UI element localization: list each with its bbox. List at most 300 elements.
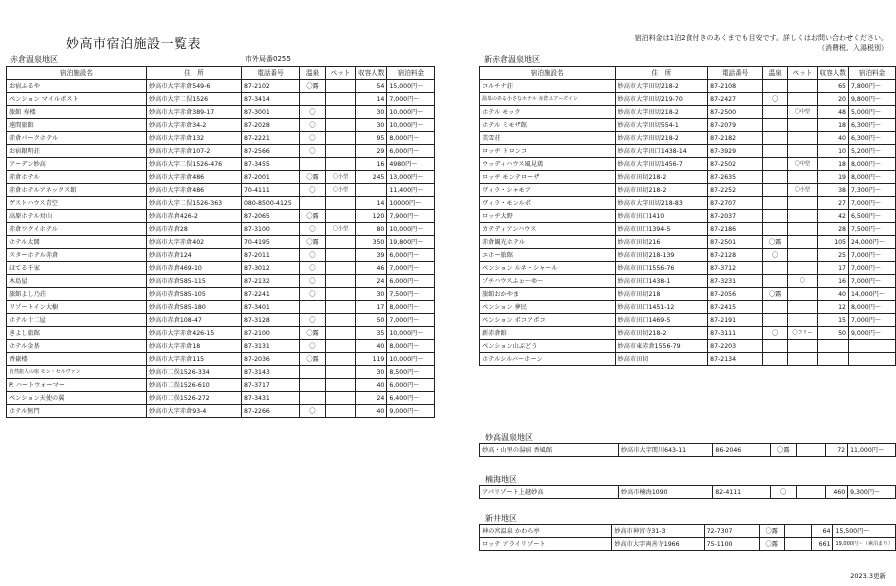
cell-tel: 87-2566 — [242, 145, 300, 158]
cell-cap: 27 — [817, 197, 848, 210]
cell-addr: 妙高市赤倉585-180 — [147, 301, 242, 314]
cell-onsen — [763, 184, 788, 197]
cell-onsen: 〇 — [300, 145, 326, 158]
cell-price: 7,000円～ — [849, 275, 896, 288]
cell-tel: 87-2191 — [708, 314, 763, 327]
cell-pet — [788, 353, 817, 366]
cell-onsen: 〇 — [300, 262, 326, 275]
cell-cap: 119 — [356, 353, 387, 366]
cell-price: 7,300円～ — [849, 184, 896, 197]
cell-cap: 64 — [812, 525, 833, 538]
cell-tel: 87-2415 — [708, 301, 763, 314]
cell-name: ホテルシルバーホーン — [480, 353, 616, 366]
cell-tel: 87-2182 — [708, 132, 763, 145]
cell-pet — [326, 353, 356, 366]
cell-tel: 86-2046 — [713, 444, 771, 457]
cell-tel: 87-3929 — [708, 145, 763, 158]
table-row — [7, 392, 435, 405]
cell-pet: 〇中型 — [788, 158, 817, 171]
cell-name: 木島屋 — [7, 275, 147, 288]
cell-onsen — [763, 275, 788, 288]
cell-name: 神の宮温泉 かわら亭 — [480, 525, 612, 538]
cell-onsen: 〇 — [300, 106, 326, 119]
cell-price: 8,500円～ — [387, 366, 435, 379]
cell-addr: 妙高市大字二俣1526 — [147, 93, 242, 106]
column-header-pet: ペット — [788, 67, 817, 80]
table-row — [7, 145, 435, 158]
cell-tel: 87-3131 — [242, 340, 300, 353]
cell-name: ロッテ アライリゾート — [480, 538, 612, 551]
update-date: 2023.3更新 — [850, 572, 886, 580]
table-row — [7, 314, 435, 327]
cell-addr: 妙高市大字二俣1526-363 — [147, 197, 242, 210]
cell-tel: 87-3128 — [242, 314, 300, 327]
cell-name: ペンション ルネ・シャール — [480, 262, 616, 275]
cell-onsen: 〇 — [300, 288, 326, 301]
cell-addr: 妙高市田切218-2 — [615, 171, 708, 184]
cell-name: 旅館おかやま — [480, 288, 616, 301]
cell-addr: 妙高市大字赤倉18 — [147, 340, 242, 353]
cell-onsen: 〇 — [770, 486, 796, 499]
column-header-cap: 収容人数 — [817, 67, 848, 80]
cell-name: ほてる千家 — [7, 262, 147, 275]
cell-price: 8,000円～ — [387, 340, 435, 353]
column-header-tel: 電話番号 — [708, 67, 763, 80]
cell-onsen: 〇露 — [300, 210, 326, 223]
cell-onsen: 〇 — [300, 340, 326, 353]
cell-name: 赤倉ホテルアネックス館 — [7, 184, 147, 197]
cell-cap: 16 — [817, 275, 848, 288]
cell-pet — [326, 392, 356, 405]
column-header-tel: 電話番号 — [242, 67, 300, 80]
cell-addr: 妙高市赤倉585-105 — [147, 288, 242, 301]
cell-tel: 87-3143 — [242, 366, 300, 379]
cell-onsen — [763, 210, 788, 223]
cell-cap: 38 — [817, 184, 848, 197]
cell-tel: 87-2252 — [708, 184, 763, 197]
cell-addr: 妙高市大字両善寺1966 — [612, 538, 704, 551]
column-header-cap: 収容人数 — [356, 67, 387, 80]
cell-pet — [326, 236, 356, 249]
cell-pet — [784, 525, 811, 538]
cell-pet — [326, 301, 356, 314]
table-row — [480, 444, 896, 457]
cell-price: 11,400円～ — [387, 184, 435, 197]
cell-onsen — [763, 197, 788, 210]
cell-addr: 妙高市田切218-139 — [615, 249, 708, 262]
table-row — [480, 93, 896, 106]
cell-cap: 65 — [817, 80, 848, 93]
cell-addr: 妙高市赤倉28 — [147, 223, 242, 236]
cell-pet — [788, 262, 817, 275]
cell-name: ヴィラ・モンルポ — [480, 197, 616, 210]
cell-pet — [326, 119, 356, 132]
section-label-arai: 新井地区 — [485, 514, 517, 523]
table-row — [7, 301, 435, 314]
table-header-row — [480, 67, 896, 80]
cell-onsen — [763, 80, 788, 93]
cell-price: 5,200円～ — [849, 145, 896, 158]
cell-pet — [788, 249, 817, 262]
table-row — [7, 249, 435, 262]
table-row — [7, 93, 435, 106]
cell-name: 美雪荘 — [480, 132, 616, 145]
table-row — [7, 262, 435, 275]
table-row — [480, 210, 896, 223]
cell-price: 8,000円～ — [387, 132, 435, 145]
cell-cap: 16 — [356, 158, 387, 171]
cell-name: ゲストハウス青空 — [7, 197, 147, 210]
cell-cap: 40 — [356, 340, 387, 353]
column-header-addr: 住 所 — [147, 67, 242, 80]
cell-price: 9,000円～ — [387, 405, 435, 418]
cell-name: 遠間旅館 — [7, 119, 147, 132]
cell-cap: 50 — [356, 314, 387, 327]
cell-tel: 87-2707 — [708, 197, 763, 210]
cell-pet — [788, 132, 817, 145]
table-row — [480, 171, 896, 184]
cell-tel: 87-2001 — [242, 171, 300, 184]
cell-name: ペンション ポコアポコ — [480, 314, 616, 327]
cell-onsen: 〇露 — [300, 80, 326, 93]
cell-pet — [784, 538, 811, 551]
cell-pet — [326, 379, 356, 392]
cell-pet — [788, 340, 817, 353]
cell-onsen: 〇 — [300, 132, 326, 145]
cell-pet: 〇小型 — [326, 184, 356, 197]
section-label-akakura: 赤倉温泉地区 — [10, 55, 58, 64]
cell-cap: 14 — [356, 197, 387, 210]
table-row — [7, 223, 435, 236]
cell-cap: 39 — [356, 249, 387, 262]
table-row — [7, 106, 435, 119]
cell-onsen — [300, 366, 326, 379]
cell-tel: 87-2037 — [708, 210, 763, 223]
cell-tel: 87-3717 — [242, 379, 300, 392]
cell-name: ペンション マイルポスト — [7, 93, 147, 106]
cell-addr: 妙高市大字田切218-2 — [615, 106, 708, 119]
cell-addr: 妙高市大字田口1438-14 — [615, 145, 708, 158]
cell-tel: 87-2221 — [242, 132, 300, 145]
myoko-table — [479, 443, 896, 457]
cell-pet — [788, 314, 817, 327]
cell-price: 6,000円～ — [387, 249, 435, 262]
cell-onsen — [300, 301, 326, 314]
cell-tel: 87-3231 — [708, 275, 763, 288]
cell-tel: 87-3431 — [242, 392, 300, 405]
cell-cap: 46 — [356, 262, 387, 275]
cell-name: ペンション山ぶどう — [480, 340, 616, 353]
cell-tel: 87-2036 — [242, 353, 300, 366]
cell-pet: 〇小型 — [788, 184, 817, 197]
cell-cap: 12 — [817, 301, 848, 314]
cell-name: ホテル無門 — [7, 405, 147, 418]
cell-pet — [788, 236, 817, 249]
cell-onsen: 〇 — [763, 327, 788, 340]
cell-pet — [326, 249, 356, 262]
cell-onsen — [763, 353, 788, 366]
section-label-myoko: 妙高温泉地区 — [485, 433, 533, 442]
table-row — [480, 80, 896, 93]
nanba-table — [479, 485, 896, 499]
cell-price: 8,000円～ — [849, 158, 896, 171]
table-row — [480, 132, 896, 145]
cell-cap: 105 — [817, 236, 848, 249]
table-row — [480, 119, 896, 132]
cell-cap: 28 — [817, 223, 848, 236]
cell-cap: 25 — [817, 249, 848, 262]
cell-cap: 20 — [817, 93, 848, 106]
cell-name: ペンション天使の翼 — [7, 392, 147, 405]
cell-pet — [788, 301, 817, 314]
cell-tel: 70-4111 — [242, 184, 300, 197]
table-row — [7, 353, 435, 366]
cell-name: 自然旅人の宿 モン・セルヴァン — [7, 366, 147, 379]
cell-addr: 妙高市田口1410 — [615, 210, 708, 223]
cell-pet — [788, 210, 817, 223]
cell-tel: 87-2266 — [242, 405, 300, 418]
cell-onsen — [300, 392, 326, 405]
cell-pet — [326, 145, 356, 158]
cell-name: P. ハートウォーマー — [7, 379, 147, 392]
cell-price: 8,000円～ — [849, 171, 896, 184]
cell-pet — [326, 366, 356, 379]
cell-addr: 妙高市大字関川643-11 — [618, 444, 713, 457]
cell-price: 15,500円～ — [833, 525, 896, 538]
cell-name: ホテル十二屋 — [7, 314, 147, 327]
cell-name: 妙高・山里の湯宿 香風館 — [480, 444, 619, 457]
cell-onsen: 〇 — [763, 93, 788, 106]
cell-name: 赤倉ホテル — [7, 171, 147, 184]
table-row — [480, 301, 896, 314]
column-header-onsen: 温泉 — [300, 67, 326, 80]
cell-cap: 460 — [826, 486, 848, 499]
cell-price: 10,000円～ — [387, 327, 435, 340]
cell-addr: 妙高市楠海1090 — [618, 486, 712, 499]
cell-pet — [326, 106, 356, 119]
column-header-addr: 住 所 — [615, 67, 708, 80]
cell-addr: 妙高市大字田切554-1 — [615, 119, 708, 132]
cell-pet: 〇中型 — [788, 106, 817, 119]
cell-cap: 30 — [356, 366, 387, 379]
cell-price: 10,000円～ — [387, 223, 435, 236]
cell-price: 15,000円～ — [387, 80, 435, 93]
cell-addr: 妙高市大字田切218-2 — [615, 132, 708, 145]
cell-onsen — [763, 158, 788, 171]
cell-cap: 17 — [356, 301, 387, 314]
cell-price: 19,800円～ — [387, 236, 435, 249]
cell-pet: 〇小型 — [326, 223, 356, 236]
cell-onsen: 〇 — [300, 119, 326, 132]
cell-addr: 妙高市赤倉585-115 — [147, 275, 242, 288]
cell-tel: 87-2100 — [242, 327, 300, 340]
cell-price: 6,000円～ — [387, 379, 435, 392]
cell-pet — [326, 93, 356, 106]
cell-name: リゾートイン大樹 — [7, 301, 147, 314]
cell-cap: 18 — [817, 119, 848, 132]
cell-addr: 妙高市田口1469-5 — [615, 314, 708, 327]
cell-tel: 75-1100 — [704, 538, 759, 551]
cell-price: 9,300円～ — [848, 486, 896, 499]
cell-cap: 40 — [817, 288, 848, 301]
cell-onsen: 〇 — [300, 249, 326, 262]
cell-tel: 87-2011 — [242, 249, 300, 262]
cell-name: ホテル金基 — [7, 340, 147, 353]
cell-tel: 87-3455 — [242, 158, 300, 171]
cell-tel: 87-2102 — [242, 80, 300, 93]
table-row — [480, 223, 896, 236]
cell-name: ロッヂ モンテローザ — [480, 171, 616, 184]
cell-addr: 妙高市田切 — [615, 353, 708, 366]
cell-onsen — [763, 223, 788, 236]
cell-pet — [788, 288, 817, 301]
cell-tel: 87-2241 — [242, 288, 300, 301]
cell-cap: 30 — [356, 106, 387, 119]
cell-cap — [817, 353, 848, 366]
cell-pet — [788, 145, 817, 158]
table-row — [7, 158, 435, 171]
cell-pet — [796, 486, 826, 499]
cell-tel: 82-4111 — [713, 486, 771, 499]
cell-price: 9,000円～ — [849, 327, 896, 340]
cell-onsen — [763, 119, 788, 132]
cell-price: 6,000円～ — [387, 275, 435, 288]
cell-onsen: 〇露 — [300, 327, 326, 340]
cell-price: 8,000円～ — [387, 301, 435, 314]
cell-pet — [326, 405, 356, 418]
cell-name: お宿銀明荘 — [7, 145, 147, 158]
cell-addr: 妙高市田口1556-76 — [615, 262, 708, 275]
table-row — [7, 119, 435, 132]
cell-cap — [356, 184, 387, 197]
cell-name: きよし旅館 — [7, 327, 147, 340]
cell-onsen — [763, 340, 788, 353]
cell-cap: 72 — [826, 444, 848, 457]
cell-tel: 080-8500-4125 — [242, 197, 300, 210]
cell-tel: 87-2427 — [708, 93, 763, 106]
cell-tel: 87-2028 — [242, 119, 300, 132]
cell-addr: 妙高市大字赤倉549-6 — [147, 80, 242, 93]
cell-name: ロッヂ トロンコ — [480, 145, 616, 158]
cell-price: 10,000円～ — [387, 353, 435, 366]
cell-pet — [326, 340, 356, 353]
cell-price: 10,000円～ — [387, 119, 435, 132]
cell-addr: 妙高市大字赤倉34-2 — [147, 119, 242, 132]
table-row — [480, 236, 896, 249]
cell-cap: 18 — [817, 158, 848, 171]
column-header-price: 宿泊料金 — [387, 67, 435, 80]
area-code-label: 市外局番0255 — [245, 55, 291, 63]
cell-addr: 妙高市大字赤倉426-15 — [147, 327, 242, 340]
cell-pet — [788, 171, 817, 184]
cell-addr: 妙高市田切216 — [615, 236, 708, 249]
cell-onsen: 〇 — [300, 405, 326, 418]
cell-pet — [326, 158, 356, 171]
cell-cap: 95 — [356, 132, 387, 145]
cell-price: 10000円～ — [387, 197, 435, 210]
cell-onsen: 〇露 — [770, 444, 796, 457]
cell-name: お宿ふるや — [7, 80, 147, 93]
cell-tel: 72-7307 — [704, 525, 759, 538]
cell-price: 10,000円～ — [387, 106, 435, 119]
cell-name: スターホテル赤倉 — [7, 249, 147, 262]
cell-addr: 妙高市大字田切218-83 — [615, 197, 708, 210]
cell-price: 7,500円～ — [387, 288, 435, 301]
table-row — [480, 275, 896, 288]
cell-price: 7,000円～ — [849, 262, 896, 275]
cell-name: 赤倉パークホテル — [7, 132, 147, 145]
cell-pet — [788, 197, 817, 210]
cell-cap: 19 — [817, 171, 848, 184]
table-row — [480, 184, 896, 197]
table-row — [480, 486, 896, 499]
cell-onsen: 〇 — [300, 275, 326, 288]
cell-tel: 87-2079 — [708, 119, 763, 132]
cell-pet — [326, 275, 356, 288]
cell-price: 6,300円～ — [849, 119, 896, 132]
cell-addr: 妙高市二俣1526-334 — [147, 366, 242, 379]
cell-name: ウッディハウス風見鶏 — [480, 158, 616, 171]
column-header-name: 宿泊施設名 — [7, 67, 147, 80]
cell-addr: 妙高市東赤倉1556-79 — [615, 340, 708, 353]
cell-pet — [326, 314, 356, 327]
cell-onsen — [763, 106, 788, 119]
arai-table — [479, 524, 896, 551]
table-row — [7, 210, 435, 223]
cell-cap: 15 — [817, 314, 848, 327]
cell-onsen: 〇露 — [759, 538, 784, 551]
column-header-name: 宿泊施設名 — [480, 67, 616, 80]
cell-pet — [788, 119, 817, 132]
table-row — [7, 236, 435, 249]
cell-price: 8,000円～ — [849, 301, 896, 314]
cell-cap: 40 — [356, 405, 387, 418]
cell-cap: 48 — [817, 106, 848, 119]
shin-akakura-table — [479, 66, 896, 366]
cell-cap: 14 — [356, 93, 387, 106]
table-row — [480, 340, 896, 353]
cell-addr: 妙高市赤倉108-47 — [147, 314, 242, 327]
cell-addr: 妙高市田口1438-1 — [615, 275, 708, 288]
cell-cap — [817, 340, 848, 353]
cell-name: エホー旅館 — [480, 249, 616, 262]
cell-addr: 妙高市田切218-2 — [615, 327, 708, 340]
cell-onsen — [763, 145, 788, 158]
cell-price: 19,000円～（素泊まり） — [833, 538, 896, 551]
cell-onsen — [763, 262, 788, 275]
cell-price: 7,900円～ — [387, 210, 435, 223]
cell-onsen — [300, 379, 326, 392]
cell-cap: 24 — [356, 275, 387, 288]
cell-pet — [788, 80, 817, 93]
cell-name: ホテル ミモザ館 — [480, 119, 616, 132]
cell-cap: 30 — [356, 119, 387, 132]
cell-price: 5,000円～ — [849, 106, 896, 119]
cell-price: 6,000円～ — [387, 145, 435, 158]
cell-name: カテディアンハウス — [480, 223, 616, 236]
section-label-nanba: 楠海地区 — [485, 475, 517, 484]
table-row — [7, 327, 435, 340]
cell-name: プチハウスふぉ～ゆ～ — [480, 275, 616, 288]
cell-name: ホテル太閤 — [7, 236, 147, 249]
cell-addr: 妙高市田切218 — [615, 288, 708, 301]
cell-cap: 29 — [356, 145, 387, 158]
cell-cap: 42 — [817, 210, 848, 223]
cell-addr: 妙高市大字赤倉132 — [147, 132, 242, 145]
cell-price: 14,000円～ — [849, 288, 896, 301]
cell-tel: 87-3012 — [242, 262, 300, 275]
cell-tel: 87-2065 — [242, 210, 300, 223]
